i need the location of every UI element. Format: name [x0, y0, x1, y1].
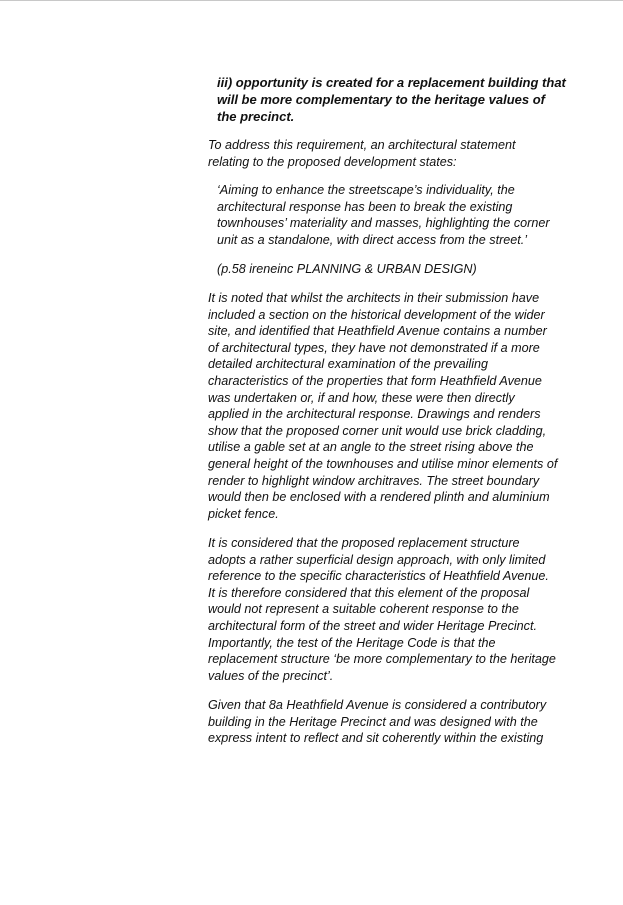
text-line: values of the precinct’.: [208, 668, 334, 683]
text-line: Given that 8a Heathfield Avenue is considered a contributory: [208, 698, 547, 712]
text-line: reference to the specific characteristics of Heathfield Avenue.: [208, 569, 549, 584]
paragraph-superficial-design: [208, 535, 556, 684]
text-line: utilise a gable set at an angle to the street rising above the: [208, 440, 534, 455]
text-line: of architectural types, they have not demonstrated if a more: [208, 340, 540, 355]
text-line: building in the Heritage Precinct and was designed with the: [208, 714, 538, 729]
text-line: architectural response has been to break the existing: [217, 199, 513, 214]
text-line: characteristics of the properties that form Heathfield Avenue: [208, 373, 542, 388]
text-line: detailed architectural examination of the prevailing: [208, 357, 489, 372]
text-line: It is considered that the proposed replacement structure: [208, 536, 520, 550]
text-line: render to highlight window architraves. The street boundary: [208, 473, 540, 488]
paragraph-architectural-examination: [208, 290, 557, 522]
text-line: show that the proposed corner unit would use brick cladding,: [208, 423, 547, 438]
text-line: included a section on the historical development of the wider: [208, 307, 545, 322]
text-line: applied in the architectural response. Drawings and renders: [208, 407, 541, 422]
text-line: site, and identified that Heathfield Avenue contains a number: [208, 324, 547, 339]
text-line: It is therefore considered that this element of the proposal: [208, 585, 530, 600]
text-line: To address this requirement, an architectural statement: [208, 138, 516, 152]
text-line: townhouses’ materiality and masses, highlighting the corner: [217, 216, 550, 231]
text-line: adopts a rather superficial design approach, with only limited: [208, 552, 546, 567]
point-iii-heading: [217, 74, 566, 125]
architectural-statement-quote: [217, 182, 550, 248]
text-line: Importantly, the test of the Heritage Code is that the: [208, 635, 496, 650]
text-line: iii) opportunity is created for a replacement building that: [217, 75, 566, 90]
text-line: It is noted that whilst the architects in their submission have: [208, 291, 540, 305]
text-line: would then be enclosed with a rendered plinth and aluminium: [208, 490, 550, 505]
text-line: express intent to reflect and sit coherently within the existing: [208, 731, 544, 746]
text-line: unit as a standalone, with direct access from the street.’: [217, 232, 528, 247]
intro-paragraph: [208, 137, 516, 170]
text-line: (p.58 ireneinc PLANNING & URBAN DESIGN): [217, 262, 477, 276]
text-line: general height of the townhouses and utilise minor elements of: [208, 456, 558, 471]
text-line: replacement structure ‘be more complementary to the heritage: [208, 652, 556, 667]
text-line: was undertaken or, if and how, these were then directly: [208, 390, 515, 405]
quote-citation: [217, 261, 477, 278]
text-line: relating to the proposed development states:: [208, 154, 457, 169]
text-line: picket fence.: [208, 506, 279, 521]
text-line: architectural form of the street and wider Heritage Precinct.: [208, 618, 537, 633]
text-line: the precinct.: [217, 109, 295, 124]
text-line: would not represent a suitable coherent response to the: [208, 602, 519, 617]
paragraph-contributory-building: [208, 697, 546, 747]
text-line: ‘Aiming to enhance the streetscape’s individuality, the: [217, 183, 515, 197]
text-line: will be more complementary to the heritage values of: [217, 92, 545, 107]
